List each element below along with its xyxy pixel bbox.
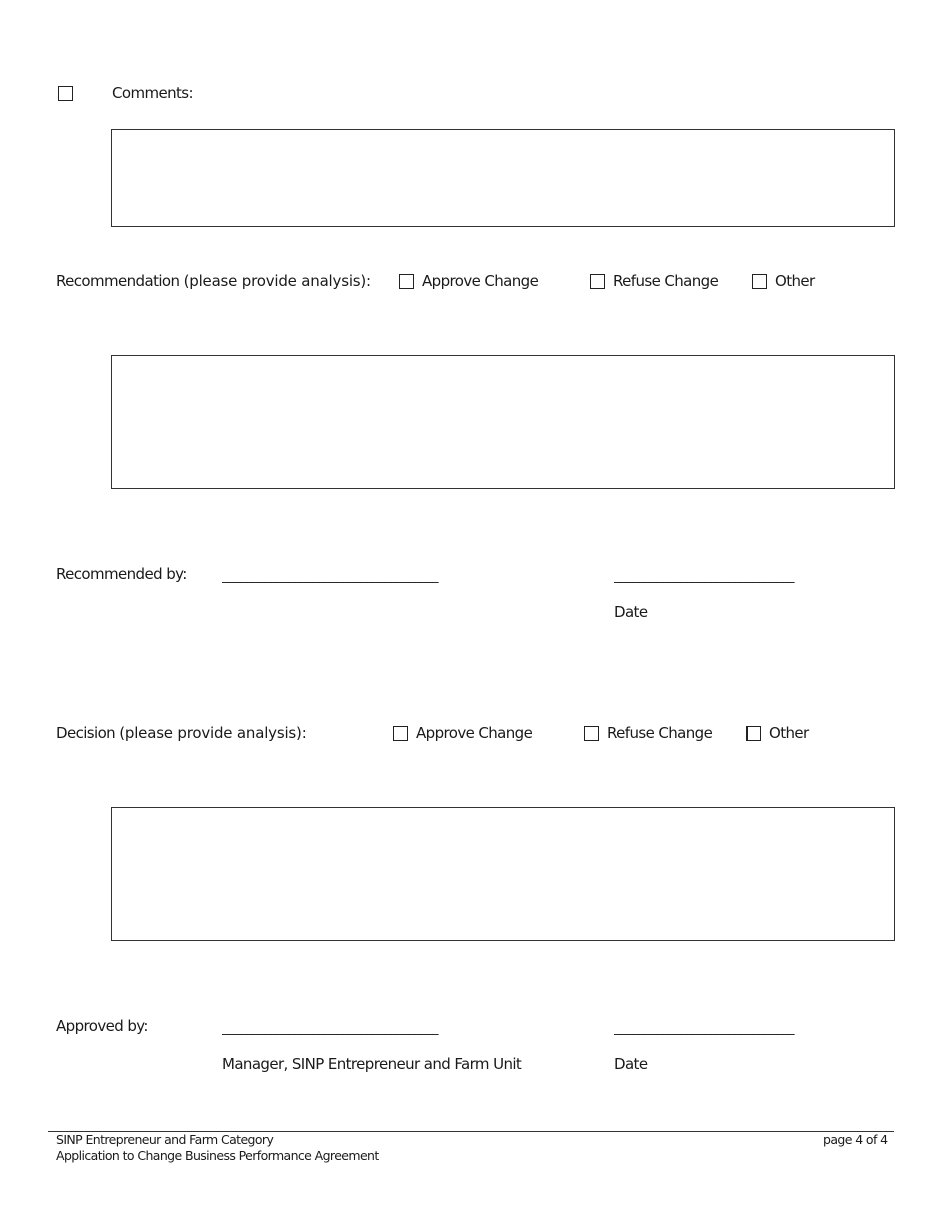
decision-label: Decision [56,724,116,742]
decision-refuse-checkbox[interactable] [584,726,599,741]
recommendation-note: (please provide analysis): [183,272,371,290]
decision-heading [56,724,307,742]
footer-form-title: Application to Change Business Performance Agreement [56,1148,379,1163]
decision-note: (please provide analysis): [119,724,307,742]
recommendation-other-label: Other [775,272,815,290]
recommended-by-date-label: Date [614,603,648,621]
comments-textbox[interactable] [111,129,895,227]
footer-page-number: page 4 of 4 [823,1132,888,1147]
decision-textbox[interactable] [111,807,895,941]
decision-approve-checkbox[interactable] [393,726,408,741]
recommendation-heading [56,272,371,290]
approved-by-signature-line[interactable]: ____________________________________ [222,1021,438,1036]
recommendation-refuse-label: Refuse Change [613,272,719,290]
comments-checkbox[interactable] [58,86,73,101]
recommendation-approve-checkbox[interactable] [399,274,414,289]
decision-refuse-label: Refuse Change [607,724,713,742]
recommended-by-signature-line[interactable]: ____________________________________ [222,569,438,584]
decision-approve-label: Approve Change [416,724,533,742]
recommendation-refuse-checkbox[interactable] [590,274,605,289]
recommended-by-label: Recommended by: [56,565,187,583]
recommendation-other-checkbox[interactable] [752,274,767,289]
recommendation-textbox[interactable] [111,355,895,489]
approved-by-date-label: Date [614,1055,648,1073]
decision-other-checkbox[interactable] [746,726,761,741]
approved-by-signer-title: Manager, SINP Entrepreneur and Farm Unit [222,1055,522,1073]
approved-by-label: Approved by: [56,1017,148,1035]
approved-by-date-line[interactable]: ______________________________ [614,1021,794,1036]
footer-category: SINP Entrepreneur and Farm Category [56,1132,274,1147]
recommendation-approve-label: Approve Change [422,272,539,290]
recommendation-label: Recommendation [56,272,180,290]
comments-label: Comments: [112,84,193,102]
recommended-by-date-line[interactable]: ______________________________ [614,569,794,584]
decision-other-label: Other [769,724,809,742]
